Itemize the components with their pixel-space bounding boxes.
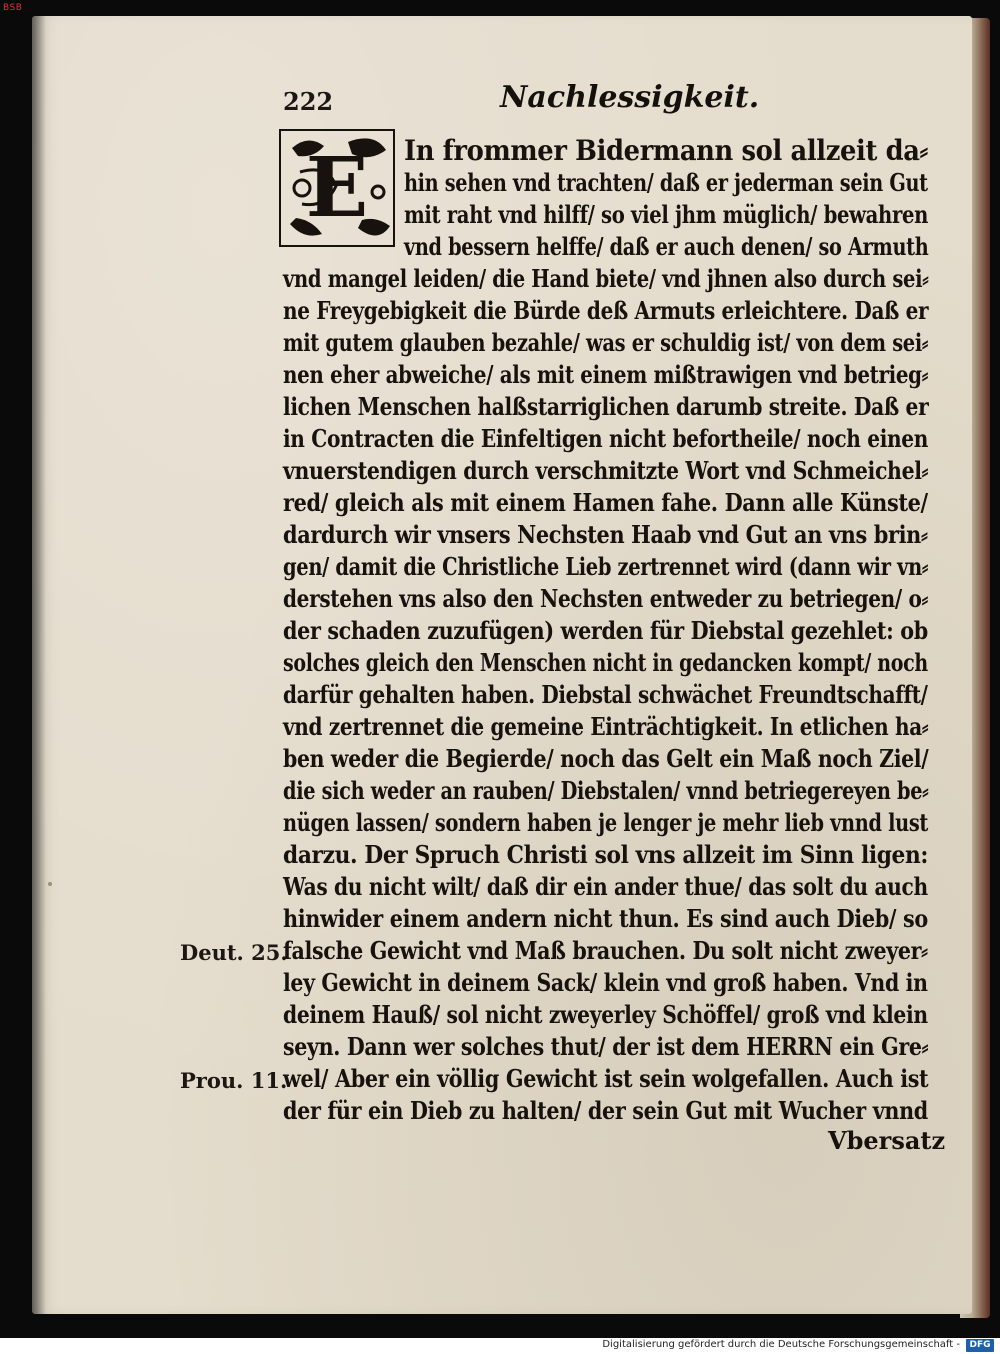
text-line: nügen lassen/ sondern haben je lenger je mehr lieb vnnd lust [283, 808, 928, 837]
text-line: gen/ damit die Christliche Lieb zertrennet wird (dann wir vn⸗ [283, 552, 929, 581]
text-line: ley Gewicht in deinem Sack/ klein vnd groß haben. Vnd in [283, 968, 928, 997]
margin-note-prov: Prou. 11. [180, 1068, 288, 1093]
text-line: darzu. Der Spruch Christi sol vns allzeit im Sinn ligen: [283, 840, 929, 869]
digitization-credit: Digitalisierung gefördert durch die Deutsche Forschungsgemeinschaft - [602, 1339, 960, 1350]
library-corner-label: BSB [3, 3, 23, 13]
text-line: mit raht vnd hilff/ so viel jhm müglich/ bewahren [404, 200, 929, 229]
paper-spot [48, 882, 52, 886]
text-line: derstehen vns also den Nechsten entweder zu betriegen/ o⸗ [283, 584, 928, 613]
text-line: Was du nicht wilt/ daß dir ein ander thue/ das solt du auch [283, 872, 928, 901]
text-line: der schaden zuzufügen) werden für Diebstal gezehlet: ob [283, 616, 928, 645]
text-line: der für ein Dieb zu halten/ der sein Gut mit Wucher vnnd [283, 1096, 928, 1125]
text-line: solches gleich den Menschen nicht in gedancken kompt/ noch [283, 648, 928, 677]
decorated-initial-icon [278, 128, 396, 248]
text-line: die sich weder an rauben/ Diebstalen/ vnnd betriegereyen be⸗ [283, 776, 929, 805]
catchword: Vbersatz [828, 1126, 946, 1155]
text-line: wel/ Aber ein völlig Gewicht ist sein wolgefallen. Auch ist [283, 1064, 929, 1093]
text-line: hin sehen vnd trachten/ daß er jederman sein Gut [404, 168, 928, 197]
running-head: Nachlessigkeit. [500, 80, 760, 115]
text-line: lichen Menschen halßstarriglichen darumb streite. Daß er [283, 392, 929, 421]
text-line: hinwider einem andern nicht thun. Es sind auch Dieb/ so [283, 904, 928, 933]
page-number: 222 [283, 87, 334, 116]
text-line: falsche Gewicht vnd Maß brauchen. Du solt nicht zweyer⸗ [283, 936, 928, 965]
text-line: seyn. Dann wer solches thut/ der ist dem HERRN ein Gre⸗ [283, 1032, 929, 1061]
text-line: nen eher abweiche/ als mit einem mißtrawigen vnd betrieg⸗ [283, 360, 929, 389]
text-line: mit gutem glauben bezahle/ was er schuldig ist/ von dem sei⸗ [283, 328, 929, 357]
text-line: dardurch wir vnsers Nechsten Haab vnd Gut an vns brin⸗ [283, 520, 928, 549]
margin-note-deut: Deut. 25. [180, 940, 288, 965]
text-line: ben weder die Begierde/ noch das Gelt ein Maß noch Ziel/ [283, 744, 929, 773]
text-line: darfür gehalten haben. Diebstal schwächet Freundtschafft/ [283, 680, 928, 709]
text-line: red/ gleich als mit einem Hamen fahe. Dann alle Künste/ [283, 488, 928, 517]
text-line: In frommer Bidermann sol allzeit da⸗ [404, 134, 928, 167]
text-line: ne Freygebigkeit die Bürde deß Armuts erleichtere. Daß er [283, 296, 929, 325]
gutter-shadow [32, 16, 46, 1314]
text-line: vnd zertrennet die gemeine Einträchtigkeit. In etlichen ha⸗ [283, 712, 929, 741]
text-line: vnd mangel leiden/ die Hand biete/ vnd jhnen also durch sei⸗ [283, 264, 929, 293]
text-line: in Contracten die Einfeltigen nicht befortheile/ noch einen [283, 424, 929, 453]
text-line: vnd bessern helffe/ daß er auch denen/ so Armuth [404, 232, 929, 261]
dfg-logo-icon: DFG [966, 1339, 994, 1352]
initial-letter: E [305, 140, 369, 236]
text-line: vnuerstendigen durch verschmitzte Wort vnd Schmeichel⸗ [283, 456, 929, 485]
text-line: deinem Hauß/ sol nicht zweyerley Schöffel/ groß vnd klein [283, 1000, 928, 1029]
